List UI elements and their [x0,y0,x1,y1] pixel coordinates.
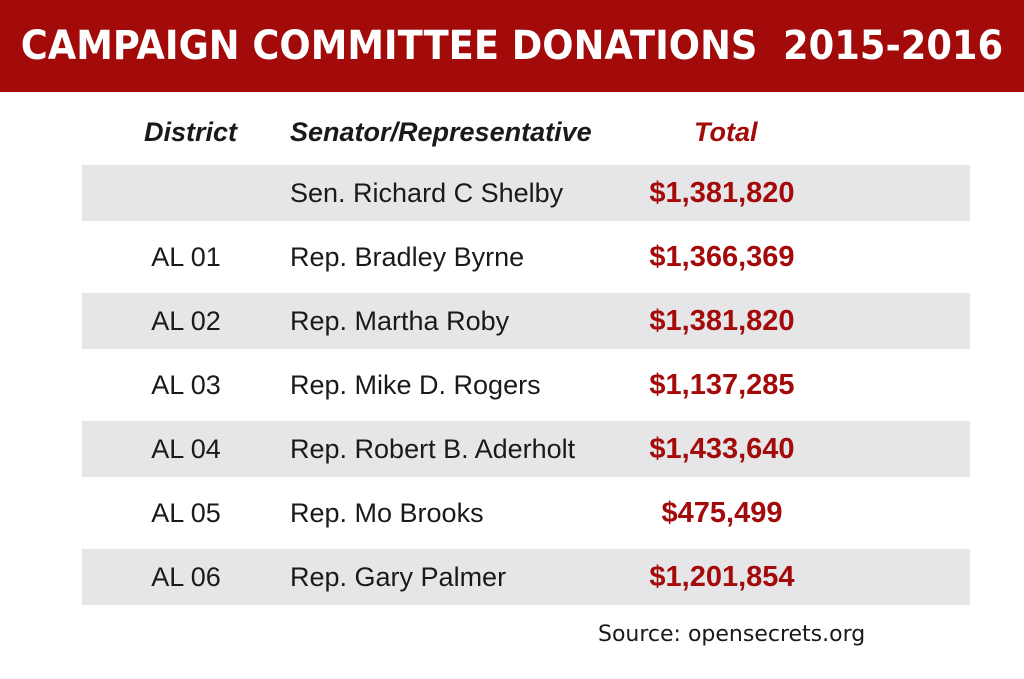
district-cell: AL 06 [151,562,221,592]
total-cell: $1,137,285 [649,369,795,401]
district-cell: AL 01 [151,242,221,272]
total-cell: $1,433,640 [649,433,795,465]
table-row [82,293,970,349]
table-body [82,165,970,613]
total-cell: $1,201,854 [649,561,795,593]
name-cell: Rep. Bradley Byrne [290,242,525,272]
table-row [82,165,970,221]
name-cell: Rep. Robert B. Aderholt [290,434,576,464]
district-cell: AL 03 [151,370,221,400]
title-bar [0,0,1024,92]
table-header [82,110,970,154]
district-cell: AL 04 [151,434,221,464]
table-row [82,549,970,605]
total-cell: $1,381,820 [649,177,795,209]
table-row [82,357,970,413]
source-note: Source: opensecrets.org [598,622,866,647]
chart-title: CAMPAIGN COMMITTEE DONATIONS 2015-2016 [20,23,1004,69]
name-cell: Rep. Mike D. Rogers [290,370,541,400]
column-header-district: District [144,117,238,147]
total-cell: $1,366,369 [649,241,795,273]
total-cell: $475,499 [661,497,783,529]
column-header-total: Total [694,117,758,147]
table-row [82,485,970,541]
district-cell: AL 05 [151,498,221,528]
district-cell [82,165,290,221]
table-row [82,421,970,477]
district-cell: AL 02 [151,306,221,336]
name-cell: Rep. Gary Palmer [290,562,507,592]
name-cell: Rep. Martha Roby [290,306,510,336]
total-cell: $1,381,820 [649,305,795,337]
column-header-name: Senator/Representative [290,117,592,147]
name-cell: Rep. Mo Brooks [290,498,484,528]
name-cell: Sen. Richard C Shelby [290,178,564,208]
table-row [82,229,970,285]
